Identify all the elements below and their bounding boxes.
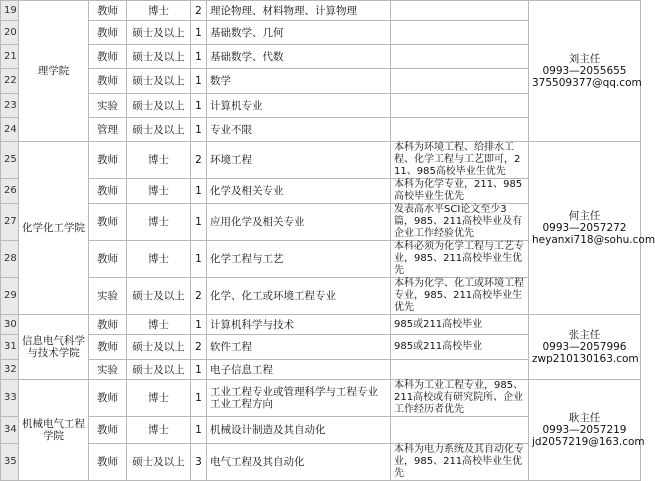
- row-number[interactable]: 20: [1, 21, 19, 45]
- requirement-cell[interactable]: [391, 1, 529, 21]
- count-cell[interactable]: 1: [191, 360, 207, 380]
- position-type-cell[interactable]: 教师: [89, 380, 127, 417]
- requirement-cell[interactable]: 本科为工业工程专业，985、211高校或有研究院所、企业工作经历者优先: [391, 380, 529, 417]
- contact-email: 375509377@qq.com: [532, 77, 642, 89]
- count-cell[interactable]: 1: [191, 21, 207, 45]
- degree-cell[interactable]: 博士: [127, 142, 191, 179]
- count-cell[interactable]: 1: [191, 204, 207, 241]
- degree-cell[interactable]: 博士: [127, 315, 191, 335]
- degree-cell[interactable]: 博士: [127, 241, 191, 278]
- count-cell[interactable]: 1: [191, 118, 207, 142]
- degree-cell[interactable]: 博士: [127, 380, 191, 417]
- contact-name: 刘主任: [568, 53, 601, 65]
- requirement-cell[interactable]: [391, 118, 529, 142]
- count-cell[interactable]: 1: [191, 315, 207, 335]
- requirement-cell[interactable]: 本科必须为化学工程与工艺专业，985、211高校毕业生优先: [391, 241, 529, 278]
- position-type-cell[interactable]: 教师: [89, 417, 127, 444]
- requirement-cell[interactable]: [391, 360, 529, 380]
- contact-phone: 0993—2057272: [542, 222, 627, 234]
- major-cell[interactable]: 环境工程: [207, 142, 391, 179]
- count-cell[interactable]: 2: [191, 335, 207, 360]
- major-cell[interactable]: 工业工程专业或管理科学与工程专业工业工程方向: [207, 380, 391, 417]
- requirement-cell[interactable]: [391, 21, 529, 45]
- requirement-cell[interactable]: 本科为环境工程、给排水工程、化学工程与工艺即可，211、985高校毕业生优先: [391, 142, 529, 179]
- degree-cell[interactable]: 博士: [127, 179, 191, 204]
- count-cell[interactable]: 3: [191, 444, 207, 481]
- row-number[interactable]: 34: [1, 417, 19, 444]
- count-cell[interactable]: 1: [191, 94, 207, 118]
- major-cell[interactable]: 理论物理、材料物理、计算物理: [207, 1, 391, 21]
- requirement-cell[interactable]: 发表高水平SCI论文至少3篇，985、211高校毕业及有企业工作经验优先: [391, 204, 529, 241]
- row-number[interactable]: 24: [1, 118, 19, 142]
- degree-cell[interactable]: 硕士及以上: [127, 94, 191, 118]
- major-cell[interactable]: 基础数学、代数: [207, 45, 391, 69]
- row-number[interactable]: 35: [1, 444, 19, 481]
- contact-email: jd2057219@163.com: [532, 436, 645, 448]
- requirement-cell[interactable]: 985或211高校毕业: [391, 315, 529, 335]
- major-cell[interactable]: 电子信息工程: [207, 360, 391, 380]
- contact-phone: 0993—2057996: [542, 341, 627, 353]
- requirement-cell[interactable]: 985或211高校毕业: [391, 335, 529, 360]
- count-cell[interactable]: 1: [191, 417, 207, 444]
- degree-cell[interactable]: 硕士及以上: [127, 21, 191, 45]
- requirement-cell[interactable]: 本科为电力系统及其自动化专业，985、211高校毕业生优先: [391, 444, 529, 481]
- department-cell[interactable]: 理学院: [19, 1, 89, 142]
- contact-name: 何主任: [568, 210, 601, 222]
- row-number[interactable]: 26: [1, 179, 19, 204]
- position-type-cell[interactable]: 教师: [89, 179, 127, 204]
- major-cell[interactable]: 电气工程及其自动化: [207, 444, 391, 481]
- degree-cell[interactable]: 博士: [127, 204, 191, 241]
- count-cell[interactable]: 1: [191, 179, 207, 204]
- contact-name: 耿主任: [568, 412, 601, 424]
- table-row[interactable]: [1, 1, 641, 21]
- position-type-cell[interactable]: 实验: [89, 94, 127, 118]
- position-type-cell[interactable]: 教师: [89, 45, 127, 69]
- row-number[interactable]: 25: [1, 142, 19, 179]
- position-type-cell[interactable]: 教师: [89, 204, 127, 241]
- row-number[interactable]: 29: [1, 278, 19, 315]
- row-number[interactable]: 23: [1, 94, 19, 118]
- contact-cell[interactable]: [529, 315, 641, 380]
- degree-cell[interactable]: 硕士及以上: [127, 444, 191, 481]
- row-number[interactable]: 30: [1, 315, 19, 335]
- row-number[interactable]: 33: [1, 380, 19, 417]
- requirement-cell[interactable]: [391, 94, 529, 118]
- count-cell[interactable]: 1: [191, 380, 207, 417]
- major-cell[interactable]: 机械设计制造及其自动化: [207, 417, 391, 444]
- department-cell[interactable]: 机械电气工程学院: [19, 380, 89, 481]
- contact-email: zwp210130163.com: [532, 353, 639, 365]
- position-type-cell[interactable]: 教师: [89, 1, 127, 21]
- requirement-cell[interactable]: 本科为化学、化工或环境工程专业，985、211高校毕业生优先: [391, 278, 529, 315]
- major-cell[interactable]: 计算机科学与技术: [207, 315, 391, 335]
- requirement-cell[interactable]: [391, 69, 529, 94]
- degree-cell[interactable]: 硕士及以上: [127, 335, 191, 360]
- row-number[interactable]: 31: [1, 335, 19, 360]
- contact-name: 张主任: [568, 329, 601, 341]
- count-cell[interactable]: 2: [191, 1, 207, 21]
- row-number[interactable]: 27: [1, 204, 19, 241]
- major-cell[interactable]: 应用化学及相关专业: [207, 204, 391, 241]
- count-cell[interactable]: 2: [191, 278, 207, 315]
- major-cell[interactable]: 计算机专业: [207, 94, 391, 118]
- contact-phone: 0993—2057219: [542, 424, 627, 436]
- department-cell[interactable]: 化学化工学院: [19, 142, 89, 315]
- major-cell[interactable]: 化学工程与工艺: [207, 241, 391, 278]
- count-cell[interactable]: 1: [191, 241, 207, 278]
- position-type-cell[interactable]: 教师: [89, 315, 127, 335]
- major-cell[interactable]: 数学: [207, 69, 391, 94]
- major-cell[interactable]: 化学、化工或环境工程专业: [207, 278, 391, 315]
- count-cell[interactable]: 2: [191, 142, 207, 179]
- position-type-cell[interactable]: 实验: [89, 360, 127, 380]
- degree-cell[interactable]: 博士: [127, 1, 191, 21]
- position-type-cell[interactable]: 教师: [89, 21, 127, 45]
- position-type-cell[interactable]: 教师: [89, 142, 127, 179]
- contact-email: heyanxi718@sohu.com: [532, 234, 655, 246]
- row-number[interactable]: 21: [1, 45, 19, 69]
- degree-cell[interactable]: 硕士及以上: [127, 360, 191, 380]
- row-number[interactable]: 32: [1, 360, 19, 380]
- degree-cell[interactable]: 博士: [127, 417, 191, 444]
- row-number[interactable]: 28: [1, 241, 19, 278]
- major-cell[interactable]: 基础数学、几何: [207, 21, 391, 45]
- degree-cell[interactable]: 硕士及以上: [127, 69, 191, 94]
- major-cell[interactable]: 专业不限: [207, 118, 391, 142]
- row-number[interactable]: 19: [1, 1, 19, 21]
- table-row[interactable]: [1, 380, 641, 417]
- contact-cell[interactable]: [529, 1, 641, 142]
- degree-cell[interactable]: 硕士及以上: [127, 45, 191, 69]
- position-type-cell[interactable]: 实验: [89, 278, 127, 315]
- position-type-cell[interactable]: 教师: [89, 444, 127, 481]
- count-cell[interactable]: 1: [191, 69, 207, 94]
- position-type-cell[interactable]: 管理: [89, 118, 127, 142]
- row-number[interactable]: 22: [1, 69, 19, 94]
- table-row[interactable]: [1, 142, 641, 179]
- requirement-cell[interactable]: 本科为化学专业，211、985高校毕业生优先: [391, 179, 529, 204]
- contact-cell[interactable]: [529, 142, 655, 315]
- major-cell[interactable]: 软件工程: [207, 335, 391, 360]
- position-type-cell[interactable]: 教师: [89, 241, 127, 278]
- position-type-cell[interactable]: 教师: [89, 69, 127, 94]
- position-type-cell[interactable]: 教师: [89, 335, 127, 360]
- contact-cell[interactable]: [529, 380, 645, 481]
- requirement-cell[interactable]: [391, 45, 529, 69]
- degree-cell[interactable]: 硕士及以上: [127, 118, 191, 142]
- degree-cell[interactable]: 硕士及以上: [127, 278, 191, 315]
- requirement-cell[interactable]: [391, 417, 529, 444]
- major-cell[interactable]: 化学及相关专业: [207, 179, 391, 204]
- department-cell[interactable]: 信息电气科学与技术学院: [19, 315, 89, 380]
- count-cell[interactable]: 1: [191, 45, 207, 69]
- contact-phone: 0993—2055655: [542, 65, 627, 77]
- table-row[interactable]: [1, 315, 641, 335]
